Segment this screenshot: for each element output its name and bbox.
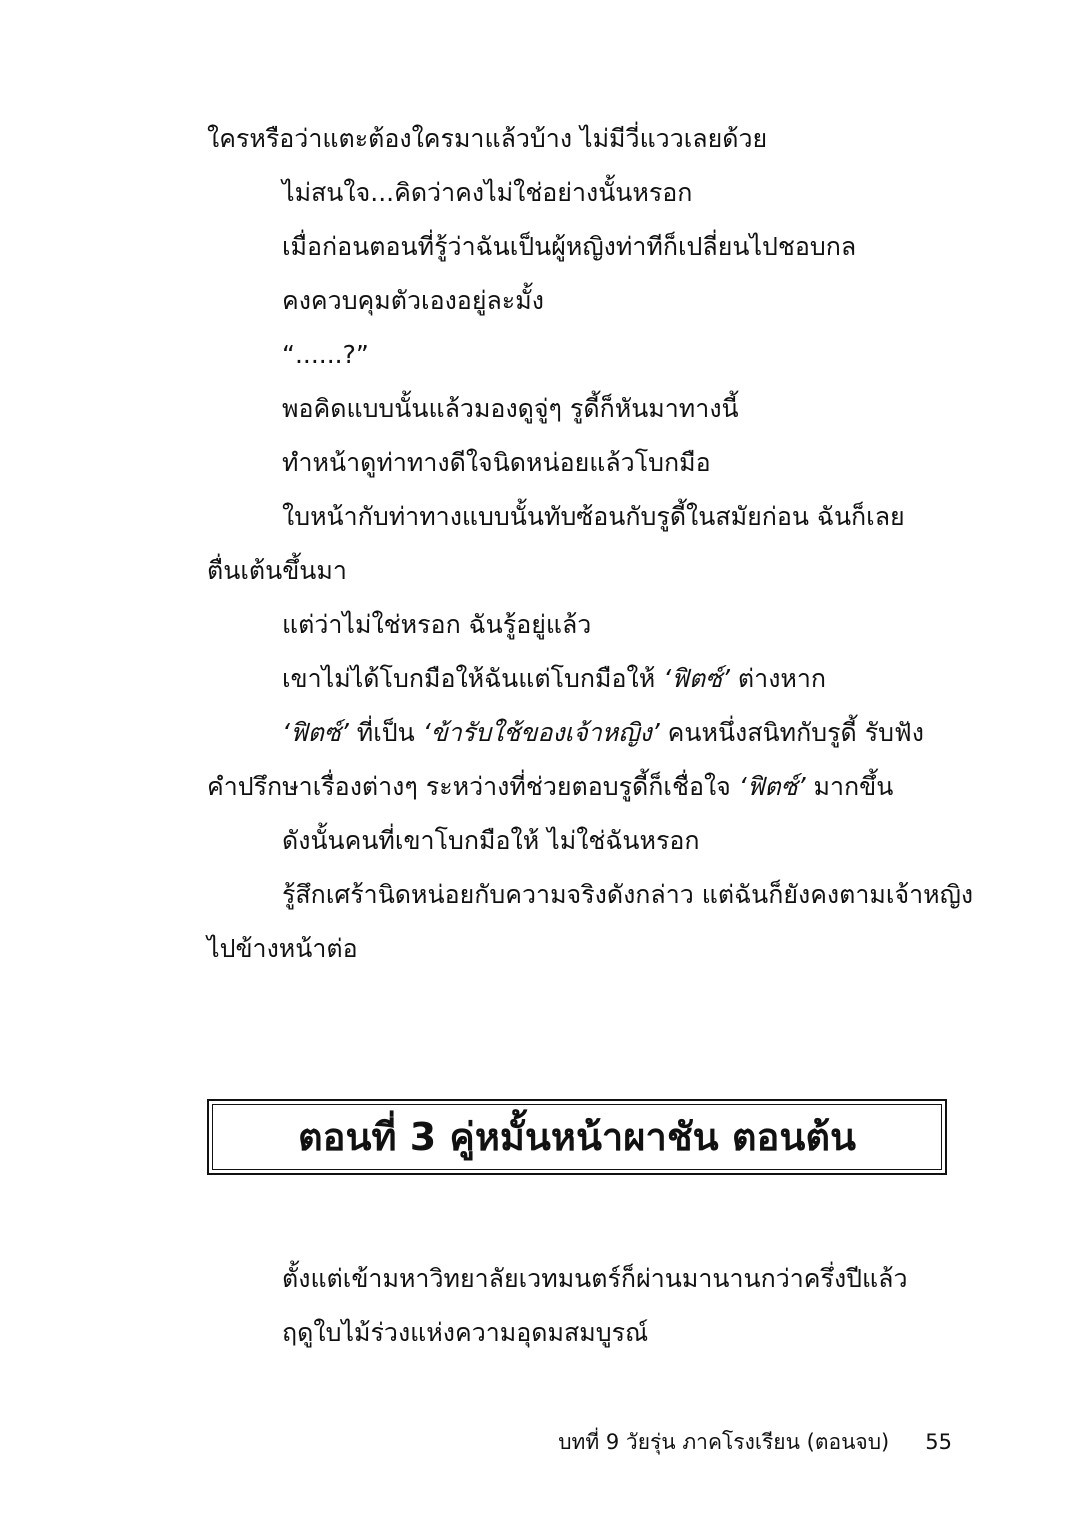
paragraph-line: แต่ว่าไม่ใช่หรอก ฉันรู้อยู่แล้ว — [282, 610, 592, 639]
paragraph-line: ใครหรือว่าแตะต้องใครมาแล้วบ้าง ไม่มีวี่แววเลยด้วย — [207, 124, 768, 153]
paragraph-line: ไปข้างหน้าต่อ — [207, 934, 358, 963]
paragraph-line: ใบหน้ากับท่าทางแบบนั้นทับซ้อนกับรูดี้ในสมัยก่อน ฉันก็เลย — [282, 502, 905, 531]
paragraph-line — [207, 706, 952, 760]
text-span: เขาไม่ได้โบกมือให้ฉันแต่โบกมือให้ — [282, 664, 664, 693]
text-span: มากขึ้น — [805, 772, 894, 801]
running-title: บทที่ 9 วัยรุ่น ภาคโรงเรียน (ตอนจบ) — [558, 1430, 890, 1454]
page-number: 55 — [925, 1430, 952, 1454]
text-span: คนหนึ่งสนิทกับรูดี้ รับฟัง — [659, 718, 924, 747]
chapter-heading-box — [207, 1099, 947, 1175]
body-text — [207, 112, 974, 976]
text-span: ต่างหาก — [729, 664, 827, 693]
paragraph-line: คงควบคุมตัวเองอยู่ละมั้ง — [282, 286, 544, 315]
chapter-title: ตอนที่ 3 คู่หมั้นหน้าผาชัน ตอนต้น — [297, 1115, 856, 1159]
paragraph-line: ฤดูใบไม้ร่วงแห่งความอุดมสมบูรณ์ — [282, 1318, 649, 1347]
emphasis-title: ‘ข้ารับใช้ของเจ้าหญิง’ — [422, 718, 660, 747]
paragraph-line — [207, 760, 952, 814]
page-footer — [207, 1424, 952, 1460]
paragraph-line: ไม่สนใจ...คิดว่าคงไม่ใช่อย่างนั้นหรอก — [282, 178, 693, 207]
paragraph-line: ทำหน้าดูท่าทางดีใจนิดหน่อยแล้วโบกมือ — [282, 448, 711, 477]
paragraph-line — [207, 652, 952, 706]
paragraph-line: “......?” — [282, 340, 369, 369]
text-span: ที่เป็น — [348, 718, 423, 747]
paragraph-line: รู้สึกเศร้านิดหน่อยกับความจริงดังกล่าว แต่ฉันก็ยังคงตามเจ้าหญิง — [282, 880, 974, 909]
text-span: คำปรึกษาเรื่องต่างๆ ระหว่างที่ช่วยตอบรูดี้ก็เชื่อใจ — [207, 772, 739, 801]
emphasis-name: ‘ฟิตซ์’ — [282, 718, 349, 747]
paragraph-line: พอคิดแบบนั้นแล้วมองดูจู่ๆ รูดี้ก็หันมาทางนี้ — [282, 394, 739, 423]
emphasis-name: ‘ฟิตซ์’ — [663, 664, 730, 693]
emphasis-name: ‘ฟิตซ์’ — [738, 772, 806, 801]
paragraph-line: ตื่นเต้นขึ้นมา — [207, 556, 347, 585]
paragraph-line: ตั้งแต่เข้ามหาวิทยาลัยเวทมนตร์ก็ผ่านมานานกว่าครึ่งปีแล้ว — [282, 1264, 908, 1293]
paragraph-line: ดังนั้นคนที่เขาโบกมือให้ ไม่ใช่ฉันหรอก — [282, 826, 700, 855]
paragraph-line: เมื่อก่อนตอนที่รู้ว่าฉันเป็นผู้หญิงท่าทีก็เปลี่ยนไปชอบกล — [282, 232, 857, 261]
chapter-body-text — [207, 1252, 952, 1360]
